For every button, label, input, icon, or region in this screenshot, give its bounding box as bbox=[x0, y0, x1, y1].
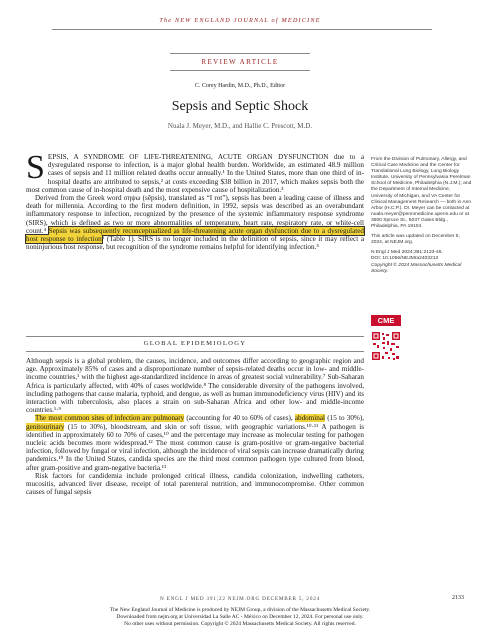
author-affiliation: From the Division of Pulmonary, Allergy, and Critical Care Medicine and the Center for Translational Lung Biology, Lung Biology Institute, University of Pennsylvania Perelman School of Medicine, Philadelphia (N.J.M.); and the Department of Internal Medicine, University of Michigan, and VA Center for Clinical Management Research — both in Ann Arbor (H.C.P.). Dr. Meyer can be contacted at nuala.meyer@pennmedicine.upenn.edu or at 3600 Spruce St., 5037 Gates Bldg., Philadelphia, PA 19104. bbox=[371, 157, 472, 230]
qr-code-icon[interactable] bbox=[371, 331, 401, 361]
intro-p2-end: ⁵ (Table 1). SIRS is no longer included in the definition of sepsis, since it may reflect a noninjurious host response, but recognition of the syndrome remains helpful for identifying infection.⁵ bbox=[26, 235, 364, 252]
notice-line-3: No other uses without permission. Copyright © 2024 Massachusetts Medical Society. All rights reserved. bbox=[124, 621, 356, 628]
editor-line: C. Corey Hardin, M.D., Ph.D., Editor bbox=[194, 83, 286, 89]
citation: N Engl J Med 2024;391:2133-46. bbox=[371, 250, 443, 256]
running-footer: N ENGL J MED 391;22 NEJM.ORG DECEMBER 5, 2024 bbox=[159, 596, 321, 602]
epi-paragraph-1: Although sepsis is a global problem, the causes, incidence, and outcomes differ according to geographic region and age. Approximately 85% of cases and a disproportionate number of sepsis-related deaths occur in low- and middle-income countries,¹ with the highest age-standardized incidence in areas of greatest social vulnerability.⁷ Sub-Saharan Africa is particularly affected, with 40% of cases worldwide.⁸ The considerable diversity of the pathogens involved, including pathogens that cause malaria, typhoid, and dengue, as well as human immunodeficiency virus (HIV) and its interaction with tuberculosis, also places a strain on sub-Saharan Africa and other low- and middle-income countries.¹·⁹ bbox=[26, 357, 364, 415]
epi-p2-c: (15 to 30%), bloodstream, and skin or soft tissue, with geographic variations.¹⁰·¹¹ A pathogen is identified in approximately 60 to 70% of cases,¹⁰ and the percentage may increase as molecular testing for pathogen nucleic acids becomes more widespread.¹² The most common cause is gram-positive or gram-negative bacterial infection, followed by fungal or viral infection, although the incidence of viral sepsis can increase dramatically during pandemics.¹⁰ In the United States, candida species are the third most common pathogen type cultured from blood, after gram-positive and gram-negative bacteria.¹³ bbox=[26, 422, 364, 472]
epi-paragraph-2 bbox=[26, 414, 364, 471]
page-number: 2133 bbox=[452, 595, 464, 601]
section-heading: GLOBAL EPIDEMIOLOGY bbox=[143, 340, 247, 347]
section-rule-bottom bbox=[26, 351, 364, 352]
doi: DOI: 10.1056/NEJMra2403213 bbox=[371, 256, 439, 262]
sidebar-info bbox=[371, 157, 472, 279]
highlighted-definition: Sepsis was subsequently reconceptualized as life-threatening acute organ dysfunction due to a dysregulated host response to infection bbox=[26, 226, 364, 244]
article-type-label: REVIEW ARTICLE bbox=[201, 58, 279, 66]
cme-badge[interactable]: CME bbox=[371, 315, 401, 326]
intro-text bbox=[26, 149, 364, 252]
download-notice bbox=[0, 607, 480, 628]
intro-paragraph-1 bbox=[26, 149, 364, 194]
copyright: Copyright © 2024 Massachusetts Medical Society. bbox=[371, 262, 462, 274]
epidemiology-text bbox=[26, 357, 364, 496]
notice-line-1: The New England Journal of Medicine is produced by NEJM Group, a division of the Massachusetts Medical Society. bbox=[109, 607, 371, 613]
intro-p2-start: Derived from the Greek word σηψω (sēpsis), translated as “I rot”), sepsis has been a leading cause of illness and death for millennia. According to the first modern definition, in 1992, sepsis was described as an overabundant inflammatory response to infection, recognized by the presence of the systemic inflammatory response syndrome (SIRS), which is defined as two or more abnormalities of temperature, heart rate, respiratory rate, or white-cell count.⁴ bbox=[26, 194, 364, 235]
article-title: Sepsis and Septic Shock bbox=[171, 99, 309, 114]
review-rule-top bbox=[170, 53, 310, 54]
highlight-pulmonary: The most common sites of infection are pulmonary bbox=[35, 414, 185, 423]
intro-p1-text: EPSIS, A SYNDROME OF LIFE-THREATENING, ACUTE ORGAN DYSFUNCTION due to a dysregulated response to infection, is a major global health burden. Worldwide, an estimated 48.9 million cases of sepsis and 11 million related deaths occur annually.¹ In the United States, more than one third of in-hospital deaths are attributed to sepsis,² at costs exceeding $38 billion in 2017, which makes sepsis both the most common cause of in-hospital death and the most expensive cause of hospitalization.³ bbox=[26, 153, 364, 194]
highlight-genitourinary: genitourinary bbox=[26, 422, 65, 431]
drop-cap: S bbox=[26, 149, 45, 186]
epi-p2-b: (15 to 30%), bbox=[325, 414, 364, 423]
intro-paragraph-2 bbox=[26, 194, 364, 251]
masthead-rule bbox=[52, 29, 432, 30]
notice-line-2: Downloaded from nejm.org at Universidad La Salle AC - México on December 12, 2024. For personal use only. bbox=[116, 614, 364, 621]
update-note: This article was updated on December 5, 2024, at NEJM.org. bbox=[371, 234, 460, 246]
review-rule-bottom bbox=[170, 70, 310, 71]
article-authors: Nuala J. Meyer, M.D., and Hallie C. Prescott, M.D. bbox=[167, 122, 313, 130]
highlight-abdominal: abdominal bbox=[294, 414, 326, 423]
journal-masthead: The NEW ENGLAND JOURNAL of MEDICINE bbox=[159, 17, 321, 24]
epi-p2-a: (accounting for 40 to 60% of cases), bbox=[184, 414, 295, 423]
section-rule-top bbox=[26, 336, 364, 337]
epi-paragraph-3: Risk factors for candidemia include prolonged critical illness, candida colonization, indwelling catheters, mucositis, advanced liver disease, receipt of total parenteral nutrition, and immunocompromise. Other common causes of fungal sepsis bbox=[26, 471, 364, 497]
